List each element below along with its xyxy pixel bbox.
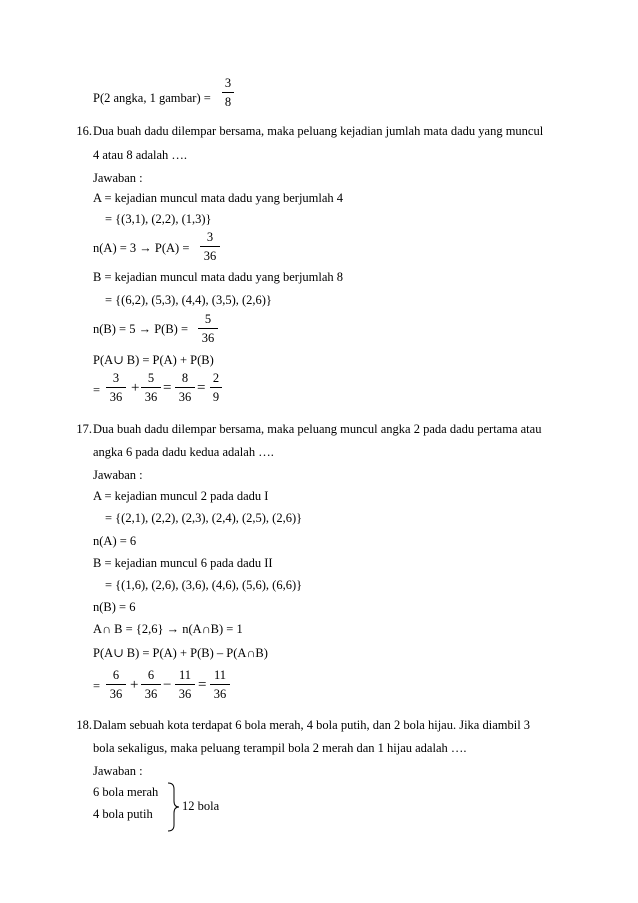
q16-b-set: = {(6,2), (5,3), (4,4), (3,5), (2,6)} [105,293,272,307]
q18-white-balls: 4 bola putih [93,807,153,821]
fraction-denominator: 36 [109,686,123,701]
q18-total-balls: 12 bola [182,799,220,813]
q17-nb: n(B) = 6 [93,600,136,614]
q17-b-definition: B = kejadian muncul 6 pada dadu II [93,556,273,570]
q17-minus-operator: − [163,677,172,693]
fraction-denominator: 36 [203,248,217,263]
fraction-numerator: 6 [112,668,120,682]
prob-two-heads-fraction [222,77,234,108]
q17-number: 17. [76,422,92,436]
q16-pb-fraction [198,313,218,344]
fraction-denominator: 8 [224,94,232,109]
q16-calc-fraction-3 [175,372,195,403]
q16-pa-fraction [200,231,220,262]
q18-text-line1: Dalam sebuah kota terdapat 6 bola merah, 4 bola putih, dan 2 bola hijau. Jika diambil 3 [93,718,531,732]
fraction-numerator: 11 [213,668,227,682]
fraction-denominator: 36 [144,389,158,404]
q16-nb: n(B) = 5 → P(B) = [93,322,189,336]
fraction-numerator: 3 [206,230,214,244]
q17-equals-operator: = [198,677,207,693]
fraction-denominator: 36 [178,686,192,701]
q16-a-set: = {(3,1), (2,2), (1,3)} [105,212,212,226]
q17-b-set: = {(1,6), (2,6), (3,6), (4,6), (5,6), (6,6)} [105,578,303,592]
q18-number: 18. [76,718,92,732]
q16-calc-fraction-2 [141,372,161,403]
fraction-numerator: 6 [147,668,155,682]
q17-union-formula: P(A∪ B) = P(A) + P(B) – P(A∩B) [93,646,268,660]
q17-equals: = [93,679,101,693]
q18-text-line2: bola sekaligus, maka peluang terampil bola 2 merah dan 1 hijau adalah …. [93,741,467,755]
q18-answer-label: Jawaban : [93,764,143,778]
q16-number: 16. [76,124,92,138]
fraction-numerator: 2 [212,371,220,385]
fraction-numerator: 11 [178,668,192,682]
q16-text-line1: Dua buah dadu dilempar bersama, maka peluang kejadian jumlah mata dadu yang muncul [93,124,544,138]
q16-calc-fraction-4 [210,372,222,403]
fraction-numerator: 5 [204,312,212,326]
fraction-denominator: 36 [178,389,192,404]
fraction-denominator: 36 [213,686,227,701]
q17-calc-fraction-3 [175,669,195,700]
q16-b-definition: B = kejadian muncul mata dadu yang berjumlah 8 [93,270,344,284]
q16-plus-operator: + [131,380,140,396]
q17-calc-fraction-1 [106,669,126,700]
fraction-denominator: 9 [212,389,220,404]
prob-two-heads-label: P(2 angka, 1 gambar) = [93,91,211,105]
q17-intersection: A∩ B = {2,6} → n(A∩B) = 1 [93,622,243,636]
fraction-numerator: 3 [112,371,120,385]
right-brace-icon [166,782,180,832]
fraction-numerator: 8 [181,371,189,385]
fraction-numerator: 3 [224,76,232,90]
q17-calc-fraction-4 [210,669,230,700]
q16-equals-operator-1: = [163,380,172,396]
fraction-denominator: 36 [144,686,158,701]
q16-calc-fraction-1 [106,372,126,403]
q16-text-line2: 4 atau 8 adalah …. [93,148,188,162]
q17-plus-operator: + [130,677,139,693]
q16-answer-label: Jawaban : [93,171,143,185]
q16-a-definition: A = kejadian muncul mata dadu yang berjumlah 4 [93,191,344,205]
fraction-numerator: 5 [147,371,155,385]
q17-answer-label: Jawaban : [93,468,143,482]
q17-calc-fraction-2 [141,669,161,700]
fraction-denominator: 36 [109,389,123,404]
q17-a-definition: A = kejadian muncul 2 pada dadu I [93,489,269,503]
q16-equals: = [93,383,101,397]
fraction-denominator: 36 [201,330,215,345]
q16-na: n(A) = 3 → P(A) = [93,241,190,255]
q17-text-line2: angka 6 pada dadu kedua adalah …. [93,445,274,459]
q16-equals-operator-2: = [197,380,206,396]
q17-a-set: = {(2,1), (2,2), (2,3), (2,4), (2,5), (2,6)} [105,511,303,525]
q16-union-formula: P(A∪ B) = P(A) + P(B) [93,353,214,367]
q18-red-balls: 6 bola merah [93,785,159,799]
q17-na: n(A) = 6 [93,534,137,548]
q17-text-line1: Dua buah dadu dilempar bersama, maka peluang muncul angka 2 pada dadu pertama atau [93,422,542,436]
